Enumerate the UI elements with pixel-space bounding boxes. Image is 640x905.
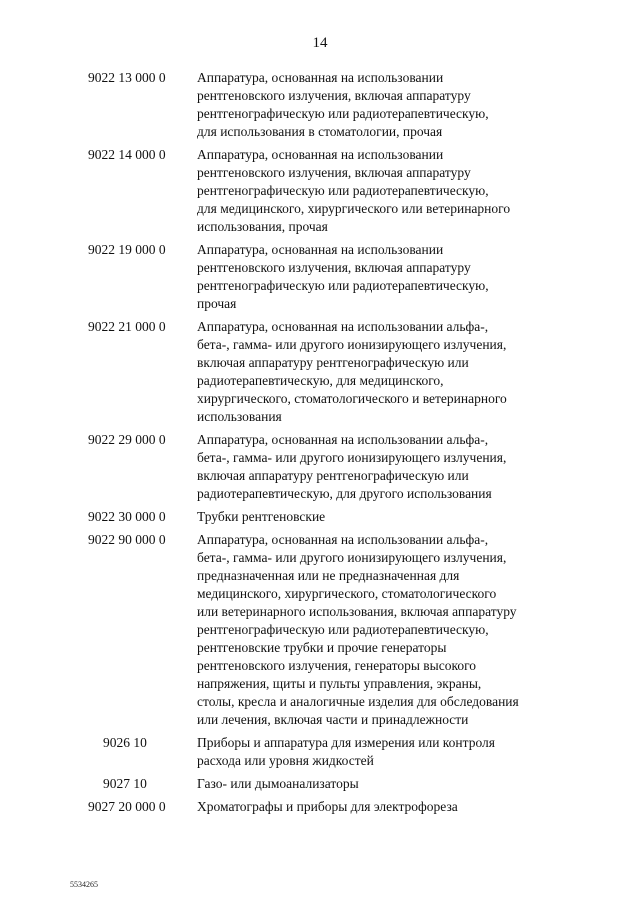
code-entry [0, 798, 640, 816]
code-entry [0, 241, 640, 313]
description-line: бета-, гамма- или другого ионизирующего излучения, [197, 550, 507, 565]
code-description [197, 69, 577, 141]
code-description [197, 508, 577, 526]
description-line: рентгеновского излучения, включая аппаратуру [197, 260, 471, 275]
code-description [197, 318, 577, 426]
description-line: Хроматографы и приборы для электрофореза [197, 799, 458, 814]
description-line: прочая [197, 296, 237, 311]
code-description [197, 775, 577, 793]
description-line: радиотерапевтическую, для медицинского, [197, 373, 444, 388]
description-line: для использования в стоматологии, прочая [197, 124, 443, 139]
tariff-code: 9022 30 000 0 [88, 509, 166, 524]
description-line: бета-, гамма- или другого ионизирующего излучения, [197, 450, 507, 465]
description-line: для медицинского, хирургического или ветеринарного [197, 201, 511, 216]
code-entry [0, 69, 640, 141]
tariff-code: 9022 29 000 0 [88, 432, 166, 447]
description-line: Аппаратура, основанная на использовании альфа-, [197, 432, 489, 447]
description-line: рентгеновского излучения, включая аппаратуру [197, 165, 471, 180]
description-line: или ветеринарного использования, включая аппаратуру [197, 604, 517, 619]
tariff-code: 9022 19 000 0 [88, 242, 166, 257]
code-entry [0, 508, 640, 526]
tariff-code: 9027 10 [103, 776, 147, 791]
description-line: использования, прочая [197, 219, 328, 234]
code-description [197, 798, 577, 816]
description-line: рентгенографическую или радиотерапевтическую, [197, 622, 489, 637]
tariff-code: 9022 14 000 0 [88, 147, 166, 162]
tariff-code: 9026 10 [103, 735, 147, 750]
description-line: рентгенографическую или радиотерапевтическую, [197, 106, 489, 121]
description-line: предназначенная или не предназначенная для [197, 568, 460, 583]
description-line: радиотерапевтическую, для другого использования [197, 486, 492, 501]
code-description [197, 531, 577, 729]
description-line: Газо- или дымоанализаторы [197, 776, 359, 791]
description-line: рентгеновские трубки и прочие генераторы [197, 640, 447, 655]
code-description [197, 241, 577, 313]
tariff-code: 9022 13 000 0 [88, 70, 166, 85]
code-entry [0, 146, 640, 236]
page-number: 14 [312, 35, 328, 51]
description-line: включая аппаратуру рентгенографическую или [197, 468, 469, 483]
code-entry [0, 431, 640, 503]
description-line: рентгенографическую или радиотерапевтическую, [197, 183, 489, 198]
code-entry [0, 775, 640, 793]
description-line: Аппаратура, основанная на использовании альфа-, [197, 532, 489, 547]
tariff-code: 9027 20 000 0 [88, 799, 166, 814]
description-line: хирургического, стоматологического и ветеринарного [197, 391, 507, 406]
description-line: напряжения, щиты и пульты управления, экраны, [197, 676, 482, 691]
code-entry [0, 734, 640, 770]
tariff-code: 9022 90 000 0 [88, 532, 166, 547]
code-entry [0, 318, 640, 426]
code-entry [0, 531, 640, 729]
description-line: Аппаратура, основанная на использовании [197, 242, 444, 257]
description-line: рентгенографическую или радиотерапевтическую, [197, 278, 489, 293]
description-line: использования [197, 409, 282, 424]
description-line: Приборы и аппаратура для измерения или контроля [197, 735, 495, 750]
description-line: Аппаратура, основанная на использовании [197, 147, 444, 162]
description-line: столы, кресла и аналогичные изделия для обследования [197, 694, 519, 709]
code-description [197, 431, 577, 503]
code-description [197, 146, 577, 236]
description-line: Аппаратура, основанная на использовании [197, 70, 444, 85]
description-line: Трубки рентгеновские [197, 509, 326, 524]
description-line: или лечения, включая части и принадлежности [197, 712, 469, 727]
code-description [197, 734, 577, 770]
description-line: медицинского, хирургического, стоматологического [197, 586, 497, 601]
description-line: расхода или уровня жидкостей [197, 753, 374, 768]
description-line: включая аппаратуру рентгенографическую или [197, 355, 469, 370]
tariff-code: 9022 21 000 0 [88, 319, 166, 334]
description-line: бета-, гамма- или другого ионизирующего излучения, [197, 337, 507, 352]
document-id: 5534265 [70, 880, 98, 889]
tariff-code-list [0, 69, 640, 821]
description-line: рентгеновского излучения, включая аппаратуру [197, 88, 471, 103]
description-line: Аппаратура, основанная на использовании альфа-, [197, 319, 489, 334]
description-line: рентгеновского излучения, генераторы высокого [197, 658, 477, 673]
